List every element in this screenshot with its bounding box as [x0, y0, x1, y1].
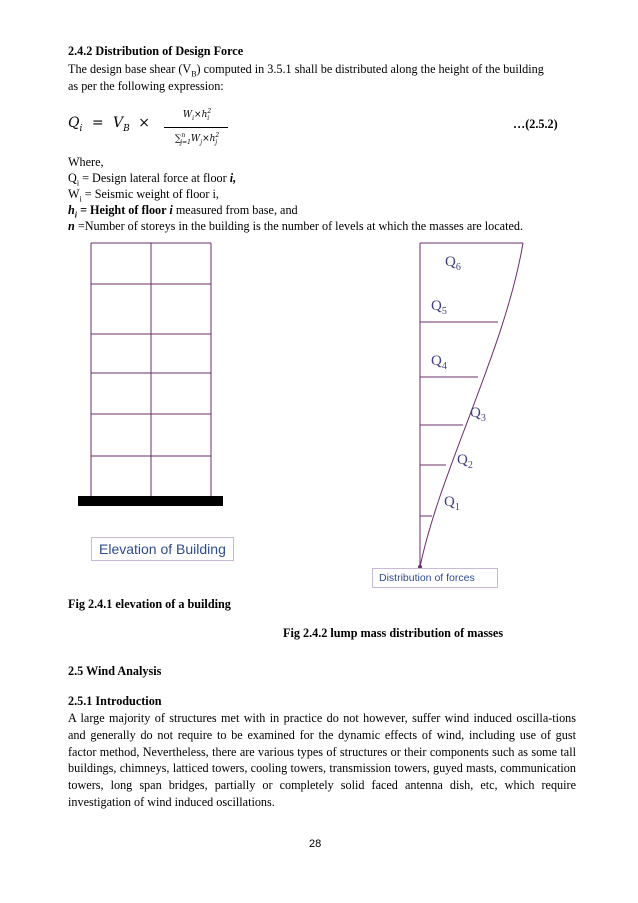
- section-heading-2-4-2: 2.4.2 Distribution of Design Force: [68, 44, 244, 58]
- q2-letter: Q: [457, 452, 468, 468]
- section-heading-2-5-1: 2.5.1 Introduction: [68, 694, 162, 708]
- equation-q-subscript: i: [79, 123, 83, 134]
- where-n-symbol: n: [68, 219, 75, 233]
- where-h-tail: measured from base, and: [172, 203, 298, 217]
- q2-index: 2: [467, 460, 473, 471]
- equation-number: …(2.5.2): [513, 117, 558, 131]
- numerator-w-sub: i: [192, 114, 195, 122]
- q3-index: 3: [480, 413, 486, 424]
- q-label-1: [444, 494, 460, 513]
- numerator-w: W: [182, 110, 193, 120]
- q-label-2: [457, 452, 473, 471]
- where-w-sub: i: [79, 194, 82, 204]
- equation-times: ×: [138, 115, 150, 131]
- equation-vb-subscript: B: [123, 123, 130, 134]
- denominator-sup: 2: [215, 131, 220, 139]
- where-h-emph: i: [169, 203, 173, 217]
- denominator-sum: ∑: [174, 133, 182, 144]
- where-q-text: = Design lateral force at floor: [79, 171, 230, 185]
- where-q-sub: i: [76, 178, 80, 188]
- where-h-symbol: h: [68, 203, 75, 217]
- equation-q-symbol: Q: [68, 115, 80, 131]
- denominator-h-sub: j: [215, 138, 218, 146]
- section-heading-2-5: 2.5 Wind Analysis: [68, 664, 162, 678]
- denominator-h: ×h: [202, 133, 216, 144]
- q5-index: 5: [441, 306, 447, 317]
- q-label-6: [445, 254, 461, 273]
- q-label-5: [431, 298, 447, 317]
- q5-letter: Q: [431, 298, 442, 314]
- elevation-of-building-label: Elevation of Building: [91, 537, 234, 561]
- denominator-sum-sup: n: [181, 131, 186, 139]
- caption-fig-2-4-2: Fig 2.4.2 lump mass distribution of masses: [283, 626, 504, 640]
- where-q-symbol: Q: [68, 171, 77, 185]
- caption-fig-2-4-1: Fig 2.4.1 elevation of a building: [68, 597, 231, 611]
- where-q-emph: i,: [229, 171, 237, 185]
- q6-index: 6: [455, 262, 461, 273]
- intro-text-pre: The design base shear (V: [68, 62, 192, 76]
- q6-letter: Q: [445, 254, 456, 270]
- denominator-w-sub: j: [200, 138, 203, 146]
- building-base-slab: [78, 496, 223, 506]
- numerator-sup: 2: [207, 108, 212, 115]
- q-label-3: [470, 405, 486, 424]
- q4-index: 4: [441, 361, 447, 372]
- numerator-h-sub: i: [207, 114, 210, 122]
- q1-index: 1: [454, 502, 460, 513]
- where-n-text: =Number of storeys in the building is the number of levels at which the masses are located.: [74, 219, 523, 233]
- denominator-w: W: [190, 133, 201, 144]
- where-h-text: = Height of floor: [77, 203, 170, 217]
- where-w-symbol: W: [68, 187, 80, 201]
- equation-equals: =: [91, 115, 104, 131]
- numerator-h: ×h: [194, 110, 208, 120]
- where-h-sub: i: [74, 210, 78, 220]
- page-number: 28: [309, 838, 322, 850]
- where-w-text: = Seismic weight of floor i,: [81, 187, 219, 201]
- building-frame: [91, 243, 211, 497]
- q-label-4: [431, 353, 447, 372]
- denominator-sum-sub: j=1: [180, 138, 191, 146]
- q3-letter: Q: [470, 405, 481, 421]
- where-label: Where,: [68, 155, 104, 169]
- q4-letter: Q: [431, 353, 442, 369]
- wind-intro-paragraph: A large majority of structures met with in practice do not however, suffer wind induced oscilla-tions and generally do not require to be examined for the dynamic effects of wind, including use of gust factor method, Nevertheless, there are various types of structures or their components such as some tall buildings, chimneys, latticed towers, cooling towers, transmission towers, guyed masts, communication towers, long span bridges, partially or completely solid faced antenna dish, etc, which require investigation of wind induced oscillations.: [68, 711, 576, 809]
- intro-text-post: ) computed in 3.5.1 shall be distributed along the height of the building: [196, 62, 544, 76]
- q1-letter: Q: [444, 494, 455, 510]
- intro-subscript: B: [191, 69, 197, 79]
- intro-line-2: as per the following expression:: [68, 79, 224, 93]
- distribution-of-forces-label: Distribution of forces: [372, 568, 498, 588]
- equation-vb-symbol: V: [113, 115, 124, 131]
